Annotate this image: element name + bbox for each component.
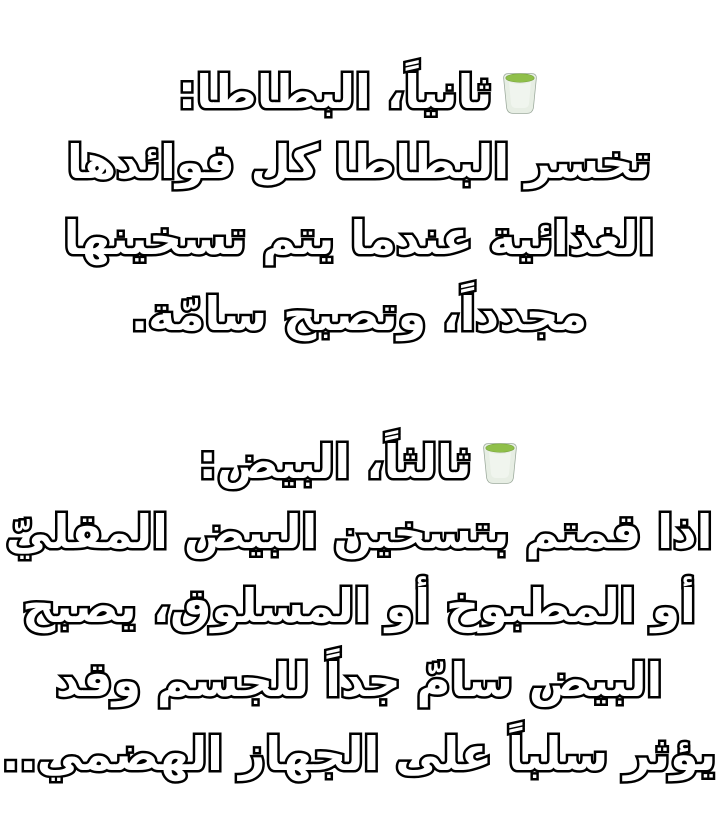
body-line-text: مجدداً، وتصبح سامّة. [130,287,588,341]
body-line [0,492,718,572]
body-line-text: الغذائية عندما يتم تسخينها [63,211,655,265]
section-heading [0,422,718,502]
tea-cup-icon [480,438,520,486]
body-line [0,274,718,354]
body-line-text: اذا قمتم بتسخين البيض المقليّ [5,505,713,559]
body-line [0,122,718,202]
body-line [0,640,718,720]
tea-cup-icon [500,68,540,116]
heading-text: ثانياً، البطاطا: [177,65,493,119]
section-heading [0,52,718,132]
body-line-text: تخسر البطاطا كل فوائدها [67,135,651,189]
heading-text: ثالثاً، البيض: [198,435,472,489]
body-line-text: يؤثر سلباً على الجهاز الهضمي.. [1,727,717,781]
body-line-text: البيض سامّ جداً للجسم وقد [55,653,663,707]
body-line [0,566,718,646]
body-line [0,714,718,794]
body-line [0,198,718,278]
body-line-text: أو المطبوخ أو المسلوق، يصبح [22,579,696,633]
